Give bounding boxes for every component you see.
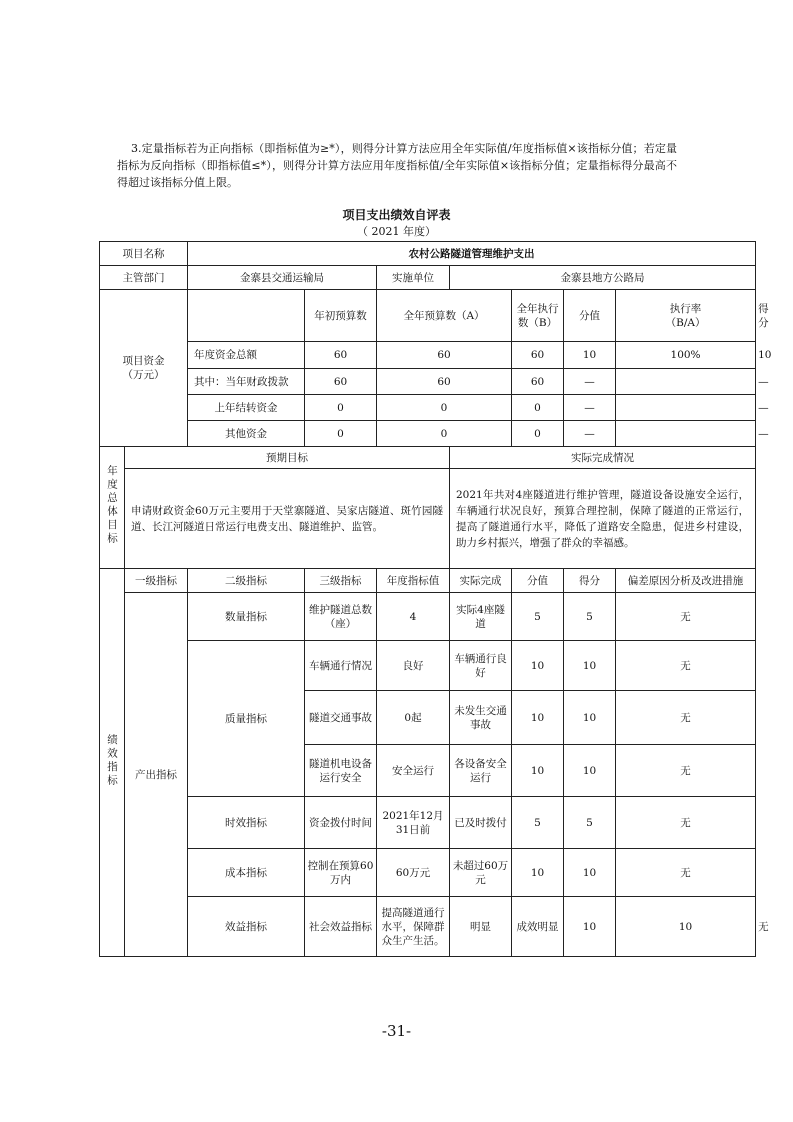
funds-cell: 0 [377, 421, 512, 447]
perf-cell: 0起 [377, 691, 450, 745]
perf-cell: 60万元 [377, 849, 450, 897]
perf-header: 分值 [512, 569, 564, 593]
perf-cell: 明显 [450, 897, 512, 957]
table-year: （ 2021 年度） [357, 225, 436, 238]
output-indicator-label: 产出指标 [125, 593, 188, 957]
perf-cell: 无 [616, 745, 756, 797]
perf-cell: 无 [616, 593, 756, 641]
perf-cell: 5 [512, 797, 564, 849]
time-indicator-label: 时效指标 [188, 797, 305, 849]
perf-header: 一级指标 [125, 569, 188, 593]
perf-header: 年度指标值 [377, 569, 450, 593]
funds-header: 执行率（B/A） [616, 290, 756, 342]
funds-header: 全年预算数（A） [377, 290, 512, 342]
expected-goal-text: 申请财政资金60万元主要用于天堂寨隧道、吴家店隧道、斑竹园隧道、长江河隧道日常运行电费支出、隧道维护、监管。 [125, 469, 450, 569]
perf-cell: 无 [616, 797, 756, 849]
funds-cell: 0 [305, 421, 377, 447]
perf-cell: 维护隧道总数（座） [305, 593, 377, 641]
perf-cell: 实际4座隧道 [450, 593, 512, 641]
perf-cell: 5 [564, 797, 616, 849]
funds-cell: 60 [512, 342, 564, 369]
perf-cell: 资金拨付时间 [305, 797, 377, 849]
perf-cell: 10 [564, 745, 616, 797]
funds-cell [616, 395, 756, 421]
perf-cell: 10 [564, 641, 616, 691]
perf-cell: 提高隧道通行水平，保障群众生产生活。 [377, 897, 450, 957]
project-name-value: 农村公路隧道管理维护支出 [188, 242, 756, 266]
perf-cell: 各设备安全运行 [450, 745, 512, 797]
funds-cell: — [564, 395, 616, 421]
funds-cell: 100% [616, 342, 756, 369]
dept-value: 金寨县交通运输局 [188, 266, 377, 290]
actual-status-text: 2021年共对4座隧道进行维护管理，隧道设备设施安全运行，车辆通行状况良好，预算合理控制，保障了隧道的正常运行，提高了隧道通行水平，降低了道路安全隐患，促进乡村建设，助力乡村振兴，增强了群众的幸福感。 [450, 469, 756, 569]
perf-cell: 10 [512, 641, 564, 691]
perf-cell: 车辆通行情况 [305, 641, 377, 691]
annual-goal-label: 年度总体目标 [100, 447, 125, 569]
funds-cell: 60 [377, 369, 512, 395]
unit-label: 实施单位 [377, 266, 450, 290]
actual-status-header: 实际完成情况 [450, 447, 756, 469]
perf-cell: 10 [616, 897, 756, 957]
perf-cell: 隧道交通事故 [305, 691, 377, 745]
social-indicator-label: 社会效益指标 [305, 897, 377, 957]
evaluation-table: 项目名称 农村公路隧道管理维护支出 主管部门 金寨县交通运输局 实施单位 金寨县地方公路局 项目资金（万元） 年初预算数 全年预算数（A） 全年执行数（B） 分值 执行率（B/A） 得分 年度资金总额 60 60 60 10 100% 10 其中：当年财政拨款 60 60 60 — — 上年结转资金 0 0 0 — — 其他资金 0 0 0 — — 年度总体目标 预期目标 实际完成情况 申请财政资金60万元主要用于天堂寨隧道、吴家店隧道、斑竹园隧道、长江河隧道日常运行电费支出、隧道维护、监管。 2021年共对4座隧道进行维护管理，隧道设备设施安全运行，车辆通行状况良好，预算合理控制，保障了隧道的正常运行，提高了隧道通行水平，降低了道路安全隐患，促进乡村建设，助力乡村振兴，增强了群众的幸福感。 绩效指标 一级指标 二级指标 三级指标 年度指标值 实际完成 分值 得分 偏差原因分析及改进措施 产出指标 数量指标 维护隧道总数（座） 4 实际4座隧道 5 5 无 质量指标 车辆通行情况 良好 车辆通行良好 10 10 无 隧道交通事故 0起 未发生交通事故 10 10 无 隧道机电设备运行安全 安全运行 各设备安全运行 10 10 无 时效指标 资金拨付时间 2021年12月31日前 已及时拨付 5 5 无 成本指标 控制在预算60万内 60万元 未超过60万元 10 10 无 效益指标 社会效益指标 提高隧道通行水平，保障群众生产生活。 明显 成效明显 10 10 无 [99, 241, 756, 957]
cost-indicator-label: 成本指标 [188, 849, 305, 897]
unit-value: 金寨县地方公路局 [450, 266, 756, 290]
dept-label: 主管部门 [100, 266, 188, 290]
perf-cell: 10 [564, 691, 616, 745]
perf-cell: 控制在预算60万内 [305, 849, 377, 897]
perf-label: 绩效指标 [100, 569, 125, 957]
perf-cell: 4 [377, 593, 450, 641]
perf-cell: 成效明显 [512, 897, 564, 957]
funds-header: 全年执行数（B） [512, 290, 564, 342]
funds-header: 年初预算数 [305, 290, 377, 342]
funds-cell [616, 421, 756, 447]
perf-header: 三级指标 [305, 569, 377, 593]
funds-cell: — [564, 421, 616, 447]
funds-cell: 60 [377, 342, 512, 369]
perf-cell: 无 [616, 641, 756, 691]
funds-row-label: 其中：当年财政拨款 [188, 369, 305, 395]
funds-row-label: 上年结转资金 [188, 395, 305, 421]
perf-cell: 10 [512, 849, 564, 897]
funds-cell: 60 [512, 369, 564, 395]
perf-cell: 10 [564, 897, 616, 957]
perf-cell: 5 [564, 593, 616, 641]
project-name-label: 项目名称 [100, 242, 188, 266]
perf-cell: 无 [616, 691, 756, 745]
perf-header: 二级指标 [188, 569, 305, 593]
quantity-indicator-label: 数量指标 [188, 593, 305, 641]
funds-cell: 0 [377, 395, 512, 421]
perf-cell: 已及时拨付 [450, 797, 512, 849]
perf-cell: 安全运行 [377, 745, 450, 797]
scoring-note: 3.定量指标若为正向指标（即指标值为≥*），则得分计算方法应用全年实际值/年度指标值×该指标分值；若定量指标为反向指标（即指标值≤*），则得分计算方法应用年度指标值/全年实际值×该指标分值；定量指标得分最高不得超过该指标分值上限。 [117, 142, 677, 189]
funds-cell: 0 [305, 395, 377, 421]
perf-header: 得分 [564, 569, 616, 593]
funds-header: 分值 [564, 290, 616, 342]
perf-header: 偏差原因分析及改进措施 [616, 569, 756, 593]
funds-cell: — [564, 369, 616, 395]
quality-indicator-label: 质量指标 [188, 641, 305, 797]
perf-cell: 2021年12月31日前 [377, 797, 450, 849]
funds-row-label: 其他资金 [188, 421, 305, 447]
funds-cell: 10 [564, 342, 616, 369]
perf-cell: 10 [512, 691, 564, 745]
perf-cell: 未超过60万元 [450, 849, 512, 897]
perf-header: 实际完成 [450, 569, 512, 593]
funds-cell: 60 [305, 342, 377, 369]
funds-cell: 0 [512, 395, 564, 421]
funds-label: 项目资金（万元） [100, 290, 188, 447]
perf-cell: 10 [564, 849, 616, 897]
funds-cell: 0 [512, 421, 564, 447]
funds-cell [616, 369, 756, 395]
perf-cell: 良好 [377, 641, 450, 691]
perf-cell: 隧道机电设备运行安全 [305, 745, 377, 797]
funds-row-label: 年度资金总额 [188, 342, 305, 369]
benefit-indicator-label: 效益指标 [188, 897, 305, 957]
page-number: -31- [381, 1022, 412, 1040]
perf-cell: 车辆通行良好 [450, 641, 512, 691]
perf-cell: 未发生交通事故 [450, 691, 512, 745]
perf-cell: 10 [512, 745, 564, 797]
perf-cell: 无 [616, 849, 756, 897]
perf-cell: 5 [512, 593, 564, 641]
table-title: 项目支出绩效自评表 [342, 208, 451, 222]
expected-goal-header: 预期目标 [125, 447, 450, 469]
funds-cell: 60 [305, 369, 377, 395]
